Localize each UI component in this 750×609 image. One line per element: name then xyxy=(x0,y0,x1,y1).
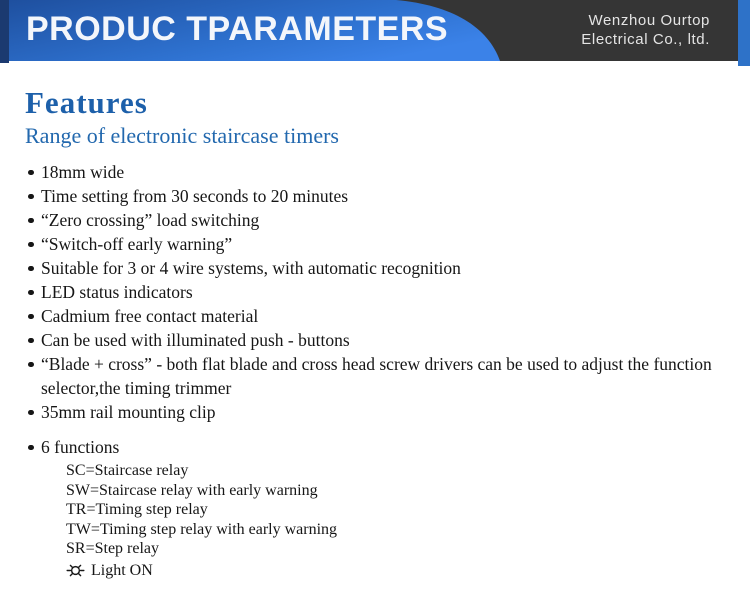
features-list xyxy=(25,160,725,459)
features-subtitle: Range of electronic staircase timers xyxy=(25,123,339,148)
bullet-dot xyxy=(28,194,34,200)
function-item: TR=Timing step relay xyxy=(66,501,208,518)
company-name-line1: Wenzhou Ourtop xyxy=(588,12,710,29)
bullet-dot xyxy=(28,410,34,416)
features-heading: Features xyxy=(25,85,148,120)
function-item: SW=Staircase relay with early warning xyxy=(66,481,318,499)
list-item-text: Can be used with illuminated push - buttons xyxy=(41,330,350,350)
bullet-dot xyxy=(28,170,34,176)
lamp-icon xyxy=(66,562,85,579)
bullet-dot xyxy=(28,290,34,296)
list-item xyxy=(25,208,725,232)
main-content xyxy=(0,66,750,580)
light-on-label: Light ON xyxy=(91,561,153,579)
bullet-dot xyxy=(28,242,34,248)
bullet-dot xyxy=(28,266,34,272)
header-accent-strip xyxy=(738,0,750,66)
list-item xyxy=(25,256,725,280)
bullet-dot xyxy=(28,362,34,368)
company-name-line2: Electrical Co., ltd. xyxy=(581,31,710,48)
list-item xyxy=(25,184,725,208)
list-item-text: Cadmium free contact material xyxy=(41,306,259,326)
list-item xyxy=(25,304,725,328)
list-item-text: Suitable for 3 or 4 wire systems, with automatic recognition xyxy=(41,258,461,278)
list-item xyxy=(25,232,725,256)
function-item: TW=Timing step relay with early warning xyxy=(66,520,338,538)
list-item-text: “Blade + cross” - both flat blade and cross head screw drivers can be used to adjust the function selector,the timing trimmer xyxy=(41,354,712,398)
list-item-text: Time setting from 30 seconds to 20 minutes xyxy=(41,186,349,206)
bullet-dot xyxy=(28,314,34,320)
header-navy-strip xyxy=(0,0,9,63)
page-title: PRODUC TPARAMETERS xyxy=(26,10,449,48)
light-on-row xyxy=(66,561,730,581)
list-item-text: 18mm wide xyxy=(41,162,125,182)
functions-list xyxy=(66,461,730,580)
bullet-dot xyxy=(28,445,34,451)
bullet-dot xyxy=(28,218,34,224)
list-item-text: LED status indicators xyxy=(41,282,193,302)
list-item xyxy=(25,160,725,184)
list-item xyxy=(25,400,725,424)
function-item: SR=Step relay xyxy=(66,540,160,557)
functions-label: 6 functions xyxy=(41,437,120,457)
list-item xyxy=(25,352,725,400)
list-item-text: 35mm rail mounting clip xyxy=(41,402,216,422)
function-item: SC=Staircase relay xyxy=(66,462,189,479)
company-name xyxy=(581,11,710,49)
list-item-functions-header xyxy=(25,435,725,459)
list-item xyxy=(25,280,725,304)
list-item-text: “Switch-off early warning” xyxy=(41,234,233,254)
list-item xyxy=(25,328,725,352)
list-item-text: “Zero crossing” load switching xyxy=(41,210,260,230)
bullet-dot xyxy=(28,338,34,344)
header-banner xyxy=(0,0,750,66)
